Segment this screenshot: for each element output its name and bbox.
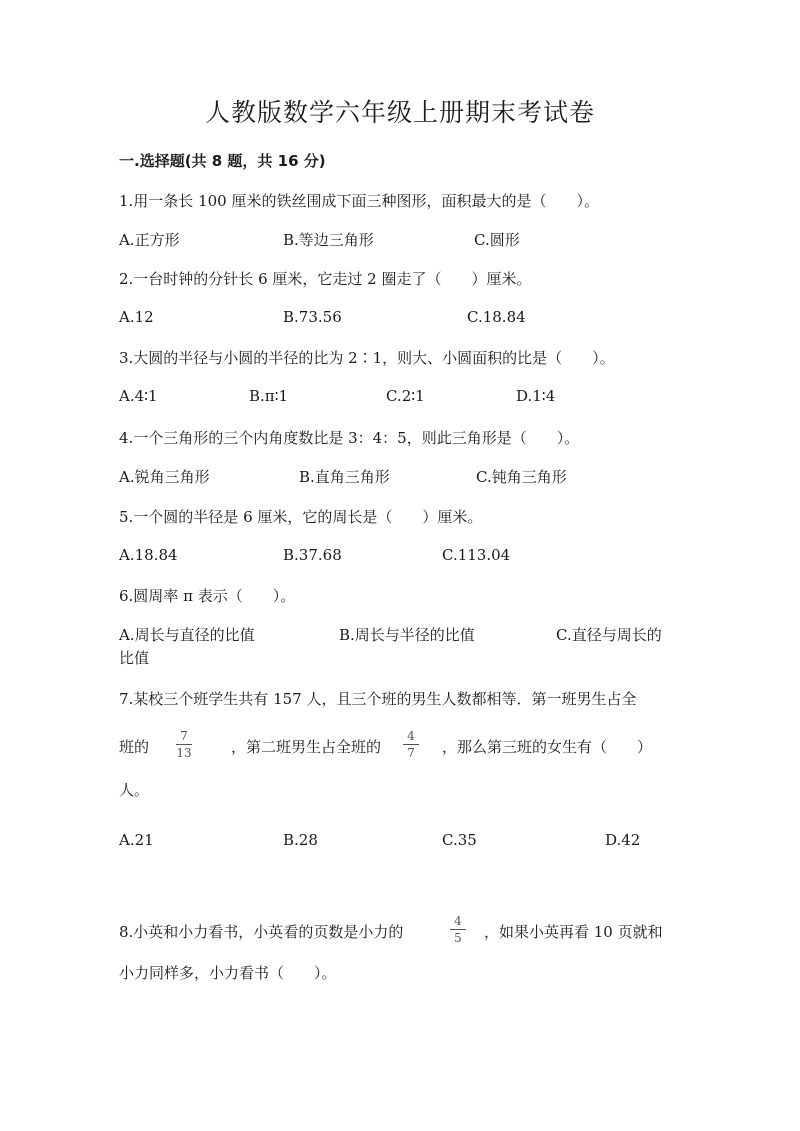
- q7-option-d[interactable]: D.42: [605, 831, 641, 849]
- q3-option-a[interactable]: A.4∶1: [119, 387, 158, 405]
- q4-option-c[interactable]: C.钝角三角形: [476, 468, 567, 486]
- fraction-denominator: 5: [454, 931, 462, 945]
- fraction-bar: [450, 929, 466, 930]
- question-7-stem-line1: 7.某校三个班学生共有 157 人，且三个班的男生人数都相等．第一班男生占全: [119, 690, 637, 708]
- q6-option-a[interactable]: A.周长与直径的比值: [119, 626, 255, 644]
- q2-option-a[interactable]: A.12: [119, 308, 154, 326]
- fraction-denominator: 7: [407, 746, 415, 760]
- question-3-stem: 3.大圆的半径与小圆的半径的比为 2∶1，则大、小圆面积的比是（ ）。: [119, 349, 615, 367]
- q5-option-b[interactable]: B.37.68: [283, 546, 342, 564]
- question-7-stem-line2-b: ，第二班男生占全班的: [231, 738, 382, 756]
- fraction-bar: [176, 744, 192, 745]
- q7-option-b[interactable]: B.28: [283, 831, 318, 849]
- question-8-stem-line2: 小力同样多，小力看书（ ）。: [119, 964, 337, 982]
- q5-option-a[interactable]: A.18.84: [119, 546, 178, 564]
- question-2-stem: 2.一台时钟的分针长 6 厘米，它走过 2 圈走了（ ）厘米。: [119, 270, 532, 288]
- q7-option-c[interactable]: C.35: [442, 831, 477, 849]
- q1-option-c[interactable]: C.圆形: [474, 231, 520, 249]
- q1-option-b[interactable]: B.等边三角形: [283, 231, 374, 249]
- q6-option-c[interactable]: C.直径与周长的: [556, 626, 662, 644]
- fraction-numerator: 4: [407, 729, 415, 743]
- question-7-stem-line2-c: ，那么第三班的女生有（ ）: [442, 738, 653, 756]
- q3-option-b[interactable]: B.π∶1: [249, 387, 289, 405]
- q1-option-a[interactable]: A.正方形: [119, 231, 180, 249]
- fraction-7-13: [176, 729, 192, 760]
- question-1-stem: 1.用一条长 100 厘米的铁丝围成下面三种图形，面积最大的是（ ）。: [119, 192, 599, 210]
- fraction-numerator: 7: [180, 729, 188, 743]
- q5-option-c[interactable]: C.113.04: [442, 546, 511, 564]
- fraction-bar: [403, 744, 419, 745]
- fraction-4-5: [450, 914, 466, 945]
- question-7-stem-line3: 人。: [119, 781, 150, 799]
- question-7-stem-line2-a: 班的: [119, 738, 150, 756]
- fraction-4-7: [403, 729, 419, 760]
- q3-option-c[interactable]: C.2∶1: [386, 387, 425, 405]
- q2-option-c[interactable]: C.18.84: [467, 308, 526, 326]
- q2-option-b[interactable]: B.73.56: [283, 308, 342, 326]
- q4-option-b[interactable]: B.直角三角形: [299, 468, 390, 486]
- question-4-stem: 4.一个三角形的三个内角度数比是 3：4：5，则此三角形是（ ）。: [119, 429, 580, 447]
- question-8-stem-line1-a: 8.小英和小力看书，小英看的页数是小力的: [119, 923, 404, 941]
- question-6-stem: 6.圆周率 π 表示（ ）。: [119, 587, 296, 605]
- question-8-stem-line1-b: ，如果小英再看 10 页就和: [484, 923, 663, 941]
- question-5-stem: 5.一个圆的半径是 6 厘米，它的周长是（ ）厘米。: [119, 508, 483, 526]
- q6-option-b[interactable]: B.周长与半径的比值: [339, 626, 475, 644]
- fraction-numerator: 4: [454, 914, 462, 928]
- q7-option-a[interactable]: A.21: [119, 831, 154, 849]
- q4-option-a[interactable]: A.锐角三角形: [119, 468, 210, 486]
- fraction-denominator: 13: [176, 746, 192, 760]
- page-title: 人教版数学六年级上册期末考试卷: [204, 98, 595, 127]
- q3-option-d[interactable]: D.1∶4: [516, 387, 556, 405]
- q6-option-c-wrap: 比值: [119, 649, 150, 667]
- section-heading: 一.选择题(共 8 题，共 16 分): [119, 152, 326, 170]
